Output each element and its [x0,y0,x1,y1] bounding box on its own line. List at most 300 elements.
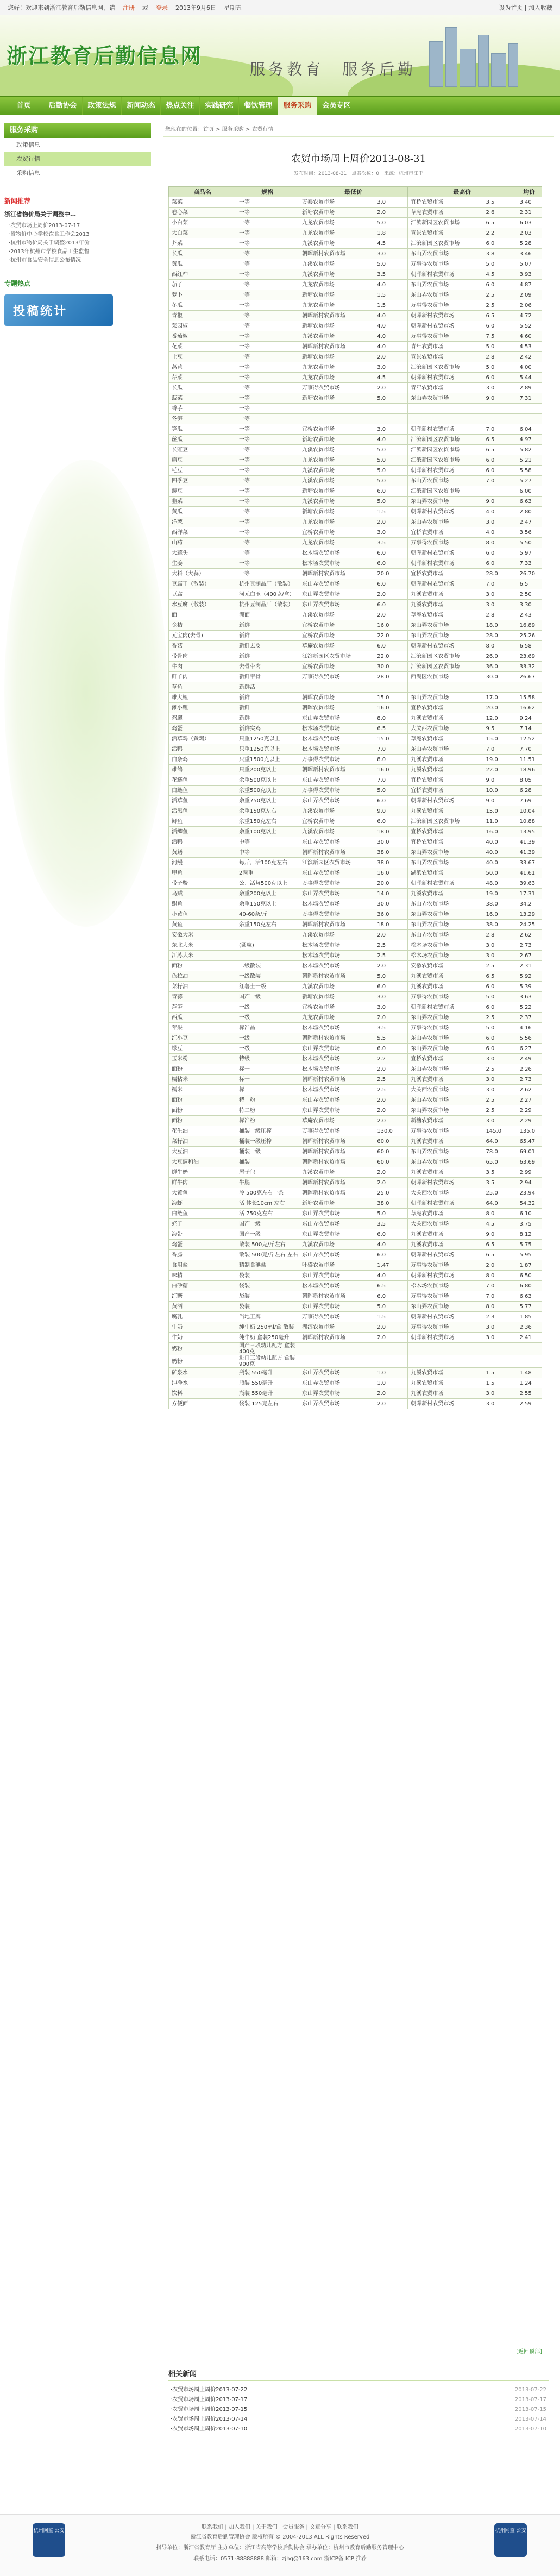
cell-min-market: 万泰农贸市场 [299,197,374,208]
cell-spec: 一等 [236,259,299,269]
table-row [169,868,542,878]
table-row [169,1281,542,1291]
cell-min-price: 3.5 [374,1219,408,1229]
cell-avg: 2.55 [517,1388,542,1399]
cell-min-price: 2.0 [374,1095,408,1105]
cell-name: 黄鳝 [169,847,236,858]
cell-min-price: 4.0 [374,1240,408,1250]
table-row [169,713,542,724]
cell-spec: 一等 [236,548,299,558]
table-row [169,847,542,858]
building-decoration [445,27,457,87]
cell-spec: 袋装 125克左右 [236,1399,299,1409]
cell-min-price: 2.2 [374,1054,408,1064]
table-row [169,878,542,889]
cell-min-market: 万事得农贸市场 [299,672,374,682]
related-section [163,2347,554,2434]
cell-max-price: 6.0 [483,455,517,466]
cell-max-market: 朝晖新村农贸市场 [408,311,483,321]
cell-min-market: 松木场农贸市场 [299,899,374,909]
news-recommend-item[interactable]: ·省物价中心学校饮食工作会2013 [9,231,90,237]
cell-name: 滩小鲤 [169,703,236,713]
cell-max-market: 九溪农贸市场 [408,1378,483,1388]
cell-max-market: 朝晖新村农贸市场 [408,1198,483,1209]
cell-name: 牛奶 [169,1333,236,1343]
cell-spec: 一等 [236,269,299,280]
cell-spec: 中等 [236,837,299,847]
cell-max-price: 2.8 [483,930,517,940]
cell-max-price: 1.5 [483,1378,517,1388]
cell-name: 生姜 [169,558,236,569]
cell-avg: 34.2 [517,899,542,909]
cell-max-price: 7.0 [483,424,517,435]
cell-max-price: 3.0 [483,1085,517,1095]
table-row [169,1136,542,1147]
cell-min-market: 松木场农贸市场 [299,548,374,558]
cell-name: 菜籽油 [169,1136,236,1147]
cell-max-price: 78.0 [483,1147,517,1157]
nav-members[interactable]: 会员专区 [317,97,356,115]
back-to-top-link[interactable]: [返回顶部] [516,2349,542,2355]
table-row [169,218,542,228]
cell-min-price: 60.0 [374,1147,408,1157]
cell-min-market: 九溪农贸市场 [299,1240,374,1250]
cell-max-price: 3.0 [483,600,517,610]
cell-name: 乌贼 [169,889,236,899]
cell-max-price: 6.0 [483,982,517,992]
cell-min-market: 松木场农贸市场 [299,1023,374,1033]
price-table [168,186,542,1409]
cell-avg: 2.37 [517,1013,542,1023]
cell-spec: 余重100克以上 [236,827,299,837]
cell-min-market: 江滨新园区农贸市场 [299,858,374,868]
cell-min-market: 九溪农贸市场 [299,827,374,837]
cell-name: 青椒 [169,311,236,321]
cell-spec: 桶装 [236,1157,299,1167]
nav-hot[interactable]: 热点关注 [161,97,200,115]
cell-min-price: 5.0 [374,445,408,455]
cell-max-price: 20.0 [483,703,517,713]
cell-spec: 一等 [236,393,299,404]
cell-name: 长瓜 [169,249,236,259]
table-row [169,527,542,538]
building-decoration [478,35,489,87]
cell-name: 红糖 [169,1291,236,1302]
cell-min-price: 2.5 [374,940,408,951]
cell-name: 金桔 [169,620,236,631]
cell-name: 花菜 [169,342,236,352]
cell-avg: 2.94 [517,1178,542,1188]
cell-min-market: 宜桥农贸市场 [299,527,374,538]
cell-max-market: 东山弄农贸市场 [408,744,483,755]
cell-min-price: 5.0 [374,466,408,476]
cell-max-price [483,414,517,424]
cell-max-market: 宜桥农贸市场 [408,569,483,579]
cell-avg: 65.47 [517,1136,542,1147]
table-row [169,579,542,589]
cell-spec: 新鲜活 [236,682,299,693]
cell-min-market: 朝晖新村农贸市场 [299,971,374,982]
cell-name: 活鸭 [169,837,236,847]
footer [0,2514,560,2576]
cell-avg: 3.63 [517,992,542,1002]
nav-purchase[interactable]: 服务采购 [278,97,317,115]
cell-max-price: 8.0 [483,1209,517,1219]
cell-avg: 33.67 [517,858,542,868]
cell-min-price: 6.0 [374,548,408,558]
cell-avg: 4.60 [517,331,542,342]
cell-max-price: 5.0 [483,259,517,269]
cell-min-market: 东山弄农贸市场 [299,600,374,610]
table-row [169,517,542,527]
sidebar-item-policy[interactable]: 政策信息 [4,138,151,152]
nav-home[interactable]: 首页 [4,97,43,115]
cell-min-price: 2.0 [374,517,408,527]
cell-min-price: 5.0 [374,497,408,507]
cell-min-price: 30.0 [374,899,408,909]
cell-max-market: 万事得农贸市场 [408,992,483,1002]
cell-spec: 一等 [236,476,299,486]
cell-avg: 2.73 [517,940,542,951]
police-badge-left: 杭州网监 公安 [33,2523,65,2557]
cell-min-market: 九龙农贸市场 [299,218,374,228]
cell-max-price: 8.0 [483,641,517,651]
cell-min-price: 2.0 [374,1388,408,1399]
cell-max-market [408,404,483,414]
cell-max-price: 2.3 [483,1312,517,1322]
cell-avg: 2.03 [517,228,542,238]
cell-avg: 2.29 [517,1116,542,1126]
cell-avg: 13.95 [517,827,542,837]
cell-spec: 余重150克左右 [236,920,299,930]
cell-min-market [299,414,374,424]
header-avg: 均价 [517,187,542,197]
cell-name: 大黄鱼 [169,1188,236,1198]
cell-spec: 一等 [236,280,299,290]
cell-avg: 6.28 [517,786,542,796]
cell-spec: 一级 [236,1002,299,1013]
cell-name: 面 [169,610,236,620]
cell-min-market: 朝晖新村农贸市场 [299,342,374,352]
cell-avg [517,414,542,424]
cell-name: 丝瓜 [169,435,236,445]
table-row [169,775,542,786]
cell-spec: 一等 [236,414,299,424]
cell-min-market: 东山弄农贸市场 [299,1095,374,1105]
cell-max-price: 7.5 [483,331,517,342]
cell-name: 大白菜 [169,228,236,238]
cell-name: 鲜牛肉 [169,1178,236,1188]
table-row [169,796,542,806]
cell-max-price: 6.0 [483,548,517,558]
cell-min-market: 草庵农贸市场 [299,641,374,651]
table-row [169,331,542,342]
cell-avg: 6.80 [517,1281,542,1291]
cell-name: 活鲫鱼 [169,827,236,837]
cell-name: 大豆油 [169,1147,236,1157]
cell-name: 玉米粉 [169,1054,236,1064]
cell-max-market: 草庵农贸市场 [408,610,483,620]
cell-max-market [408,414,483,424]
cell-max-price: 2.5 [483,1064,517,1075]
cell-max-market: 朝晖新村农贸市场 [408,1002,483,1013]
table-row [169,992,542,1002]
cell-spec: 一等 [236,362,299,373]
cell-name: 河鳗 [169,858,236,868]
cell-min-price: 6.0 [374,579,408,589]
cell-min-price: 2.0 [374,1167,408,1178]
cell-min-price: 5.0 [374,1209,408,1219]
cell-min-market: 朝晖新村农贸市场 [299,249,374,259]
cell-spec: 国产三段幼儿配方 盒装400克 [236,1343,299,1355]
cell-max-market: 东山弄农贸市场 [408,1033,483,1044]
cell-avg: 6.5 [517,579,542,589]
table-row [169,1023,542,1033]
table-row [169,1378,542,1388]
top-links[interactable]: 设为首页 | 加入收藏 [499,4,552,11]
related-item[interactable]: ·农贸市场周上周价2013-07-14 2013-07-14 [171,2416,546,2422]
cell-spec: 新鲜 [236,693,299,703]
related-item[interactable]: ·农贸市场周上周价2013-07-15 2013-07-15 [171,2407,546,2412]
news-recommend-first[interactable]: 浙江省物价局关于调整中… [4,211,76,218]
cell-avg: 8.12 [517,1229,542,1240]
cell-min-price: 2.0 [374,1399,408,1409]
cell-name: 冬瓜 [169,300,236,311]
cell-spec: 纯牛奶 250ml/盒 散装 [236,1322,299,1333]
nav-association[interactable]: 后勤协会 [43,97,83,115]
cell-avg: 7.31 [517,393,542,404]
news-recommend-item[interactable]: ·杭州市物价局关于调整2013年价 [9,240,90,246]
cell-min-price: 16.0 [374,765,408,775]
table-row [169,1399,542,1409]
cell-avg: 8.05 [517,775,542,786]
cell-max-price: 48.0 [483,878,517,889]
cell-max-market: 东山弄农贸市场 [408,1302,483,1312]
cell-min-price: 2.0 [374,208,408,218]
cell-max-market: 九溪农贸市场 [408,1388,483,1399]
cell-min-price [374,404,408,414]
cell-spec: 进口三段幼儿配方 盒装900克 [236,1355,299,1368]
cell-name: 白砂糖 [169,1281,236,1291]
cell-spec: 标一 [236,1075,299,1085]
cell-name: 洋葱 [169,517,236,527]
cell-avg: 2.36 [517,1322,542,1333]
cell-name: 海带 [169,1229,236,1240]
cell-avg: 6.10 [517,1209,542,1219]
related-title: 相关新闻 [168,2368,549,2381]
cell-min-market: 松木场农贸市场 [299,558,374,569]
cell-max-market: 九溪农贸市场 [408,589,483,600]
cell-min-market: 朝晖新村农贸市场 [299,1033,374,1044]
cell-min-price [374,1355,408,1368]
table-row [169,1147,542,1157]
related-item[interactable]: ·农贸市场周上周价2013-07-10 2013-07-10 [171,2426,546,2432]
cell-max-market: 朝晖新村农贸市场 [408,548,483,558]
vote-banner[interactable]: 投稿统计 [4,294,113,326]
cell-min-price: 15.0 [374,734,408,744]
cell-name: 豆腐干（散装） [169,579,236,589]
cell-name: 黄鱼 [169,920,236,930]
login-link[interactable]: 登录 [156,4,168,11]
cell-min-market: 九龙农贸市场 [299,517,374,527]
cell-avg: 6.04 [517,424,542,435]
table-row [169,466,542,476]
cell-max-market: 九溪农贸市场 [408,600,483,610]
cell-avg: 13.29 [517,909,542,920]
sidebar-item-market[interactable]: 农贸行情 [4,152,151,166]
cell-min-market: 宜桥农贸市场 [299,424,374,435]
cell-min-price: 2.5 [374,1085,408,1095]
cell-max-market: 九溪农贸市场 [408,1229,483,1240]
cell-min-price: 3.0 [374,249,408,259]
cell-max-price: 145.0 [483,1126,517,1136]
table-row [169,1368,542,1378]
cell-max-market: 九溪农贸市场 [408,755,483,765]
table-row [169,755,542,765]
table-row [169,1013,542,1023]
related-item[interactable]: ·农贸市场周上周价2013-07-17 2013-07-17 [171,2397,546,2403]
table-row [169,816,542,827]
cell-name: 雄大鲤 [169,693,236,703]
cell-max-market: 朝晖新村农贸市场 [408,466,483,476]
cell-spec: 一级散装 [236,971,299,982]
footer-links[interactable]: 联系我们 | 加入我们 | 关于我们 | 会员服务 | 文章分享 | 联系我们 [202,2524,358,2530]
cell-min-market: 九溪农贸市场 [299,466,374,476]
table-row [169,1002,542,1013]
cell-min-price: 3.0 [374,424,408,435]
cell-name: 方便面 [169,1399,236,1409]
table-row [169,951,542,961]
cell-min-price: 16.0 [374,703,408,713]
cell-max-market: 东山弄农贸市场 [408,1157,483,1167]
news-recommend-item[interactable]: ·农贸市场上周价2013-07-17 [9,223,80,229]
cell-avg: 2.73 [517,1075,542,1085]
cell-name: 香菇 [169,641,236,651]
date-text: 2013年9月6日 [175,4,216,11]
cell-min-market [299,1343,374,1355]
cell-name: 活黑鱼 [169,806,236,816]
cell-avg: 23.69 [517,651,542,662]
nav-catering[interactable]: 餐饮管理 [239,97,278,115]
register-link[interactable]: 注册 [123,4,135,11]
cell-name: 东北大米 [169,940,236,951]
cell-min-market: 东山弄农贸市场 [299,889,374,899]
table-row [169,1250,542,1260]
table-row [169,734,542,744]
cell-min-price: 7.0 [374,775,408,786]
cell-max-price: 1.5 [483,1368,517,1378]
cell-spec: 新鲜 [236,713,299,724]
cell-name: 绿豆 [169,1044,236,1054]
cell-max-price: 28.0 [483,569,517,579]
table-row [169,1291,542,1302]
cell-spec: 瓶装 550毫升 [236,1368,299,1378]
cell-spec: 一等 [236,342,299,352]
cell-name: 鲳鱼 [169,899,236,909]
cell-min-price: 1.5 [374,1312,408,1322]
cell-min-price: 7.0 [374,744,408,755]
cell-spec: 杭州豆制品厂（散装） [236,579,299,589]
cell-avg: 4.72 [517,311,542,321]
cell-min-price: 3.0 [374,1002,408,1013]
cell-max-market: 宜桥农贸市场 [408,775,483,786]
cell-name: 大豆调和油 [169,1157,236,1167]
table-row [169,1388,542,1399]
cell-max-market: 江滨新园区农贸市场 [408,218,483,228]
cell-spec: 只重1250克以上 [236,744,299,755]
cell-spec: 一级 [236,1013,299,1023]
sidebar-item-purchase[interactable]: 采购信息 [4,166,151,180]
cell-max-price: 6.5 [483,218,517,228]
cell-min-price: 1.0 [374,1368,408,1378]
news-recommend-item[interactable]: ·2013年杭州市学校食品卫生监督 [9,249,90,255]
cell-avg: 41.61 [517,868,542,878]
cell-min-price: 18.0 [374,920,408,930]
cell-avg: 1.48 [517,1368,542,1378]
cell-min-price: 6.0 [374,1229,408,1240]
cell-spec: 国产一级 [236,992,299,1002]
cell-min-market: 万事得农贸市场 [299,878,374,889]
cell-max-price: 5.0 [483,342,517,352]
cell-name: 元宝肉(去骨) [169,631,236,641]
cell-min-price [374,1343,408,1355]
cell-max-market: 东山弄农贸市场 [408,1105,483,1116]
nav-research[interactable]: 实践研究 [200,97,239,115]
cell-min-market: 九溪农贸市场 [299,982,374,992]
cell-name: 草鱼 [169,682,236,693]
cell-spec: 一等 [236,331,299,342]
cell-max-market: 九溪农贸市场 [408,889,483,899]
nav-news[interactable]: 新闻动态 [122,97,161,115]
cell-name: 香肠 [169,1250,236,1260]
cell-max-price [483,404,517,414]
cell-avg [517,1343,542,1355]
cell-spec: 杭州豆制品厂（散装） [236,600,299,610]
table-row [169,827,542,837]
table-row [169,1240,542,1250]
table-row [169,228,542,238]
cell-spec: 国产一级 [236,1219,299,1229]
cell-avg: 2.27 [517,1095,542,1105]
nav-policy[interactable]: 政策法规 [83,97,122,115]
cell-avg: 69.01 [517,1147,542,1157]
cell-name: 江苏大米 [169,951,236,961]
table-row [169,362,542,373]
cell-min-market: 江滨新园区农贸市场 [299,651,374,662]
cell-spec: 一等 [236,321,299,331]
site-logo[interactable]: 浙江教育后勤信息网 [7,43,203,68]
cell-max-price: 12.0 [483,713,517,724]
building-decoration [429,41,443,87]
cell-spec: 瓶装 550毫升 [236,1388,299,1399]
cell-spec: 袋装 [236,1291,299,1302]
cell-max-price: 6.5 [483,1240,517,1250]
top-bar [0,0,560,15]
cell-max-market: 湖滨农贸市场 [408,868,483,878]
cell-avg: 2.47 [517,517,542,527]
cell-max-market: 朝晖新村农贸市场 [408,1333,483,1343]
cell-min-market: 九龙农贸市场 [299,1013,374,1023]
cell-max-price: 6.0 [483,321,517,331]
table-row [169,982,542,992]
cell-avg: 2.89 [517,383,542,393]
cell-avg: 4.00 [517,362,542,373]
cell-max-price: 7.0 [483,579,517,589]
cell-avg: 9.24 [517,713,542,724]
news-recommend-item[interactable]: ·杭州市食品安全信息公布情况 [9,257,81,263]
related-item[interactable]: ·农贸市场周上周价2013-07-22 2013-07-22 [171,2387,546,2393]
cell-min-market: 东山弄农贸市场 [299,1368,374,1378]
